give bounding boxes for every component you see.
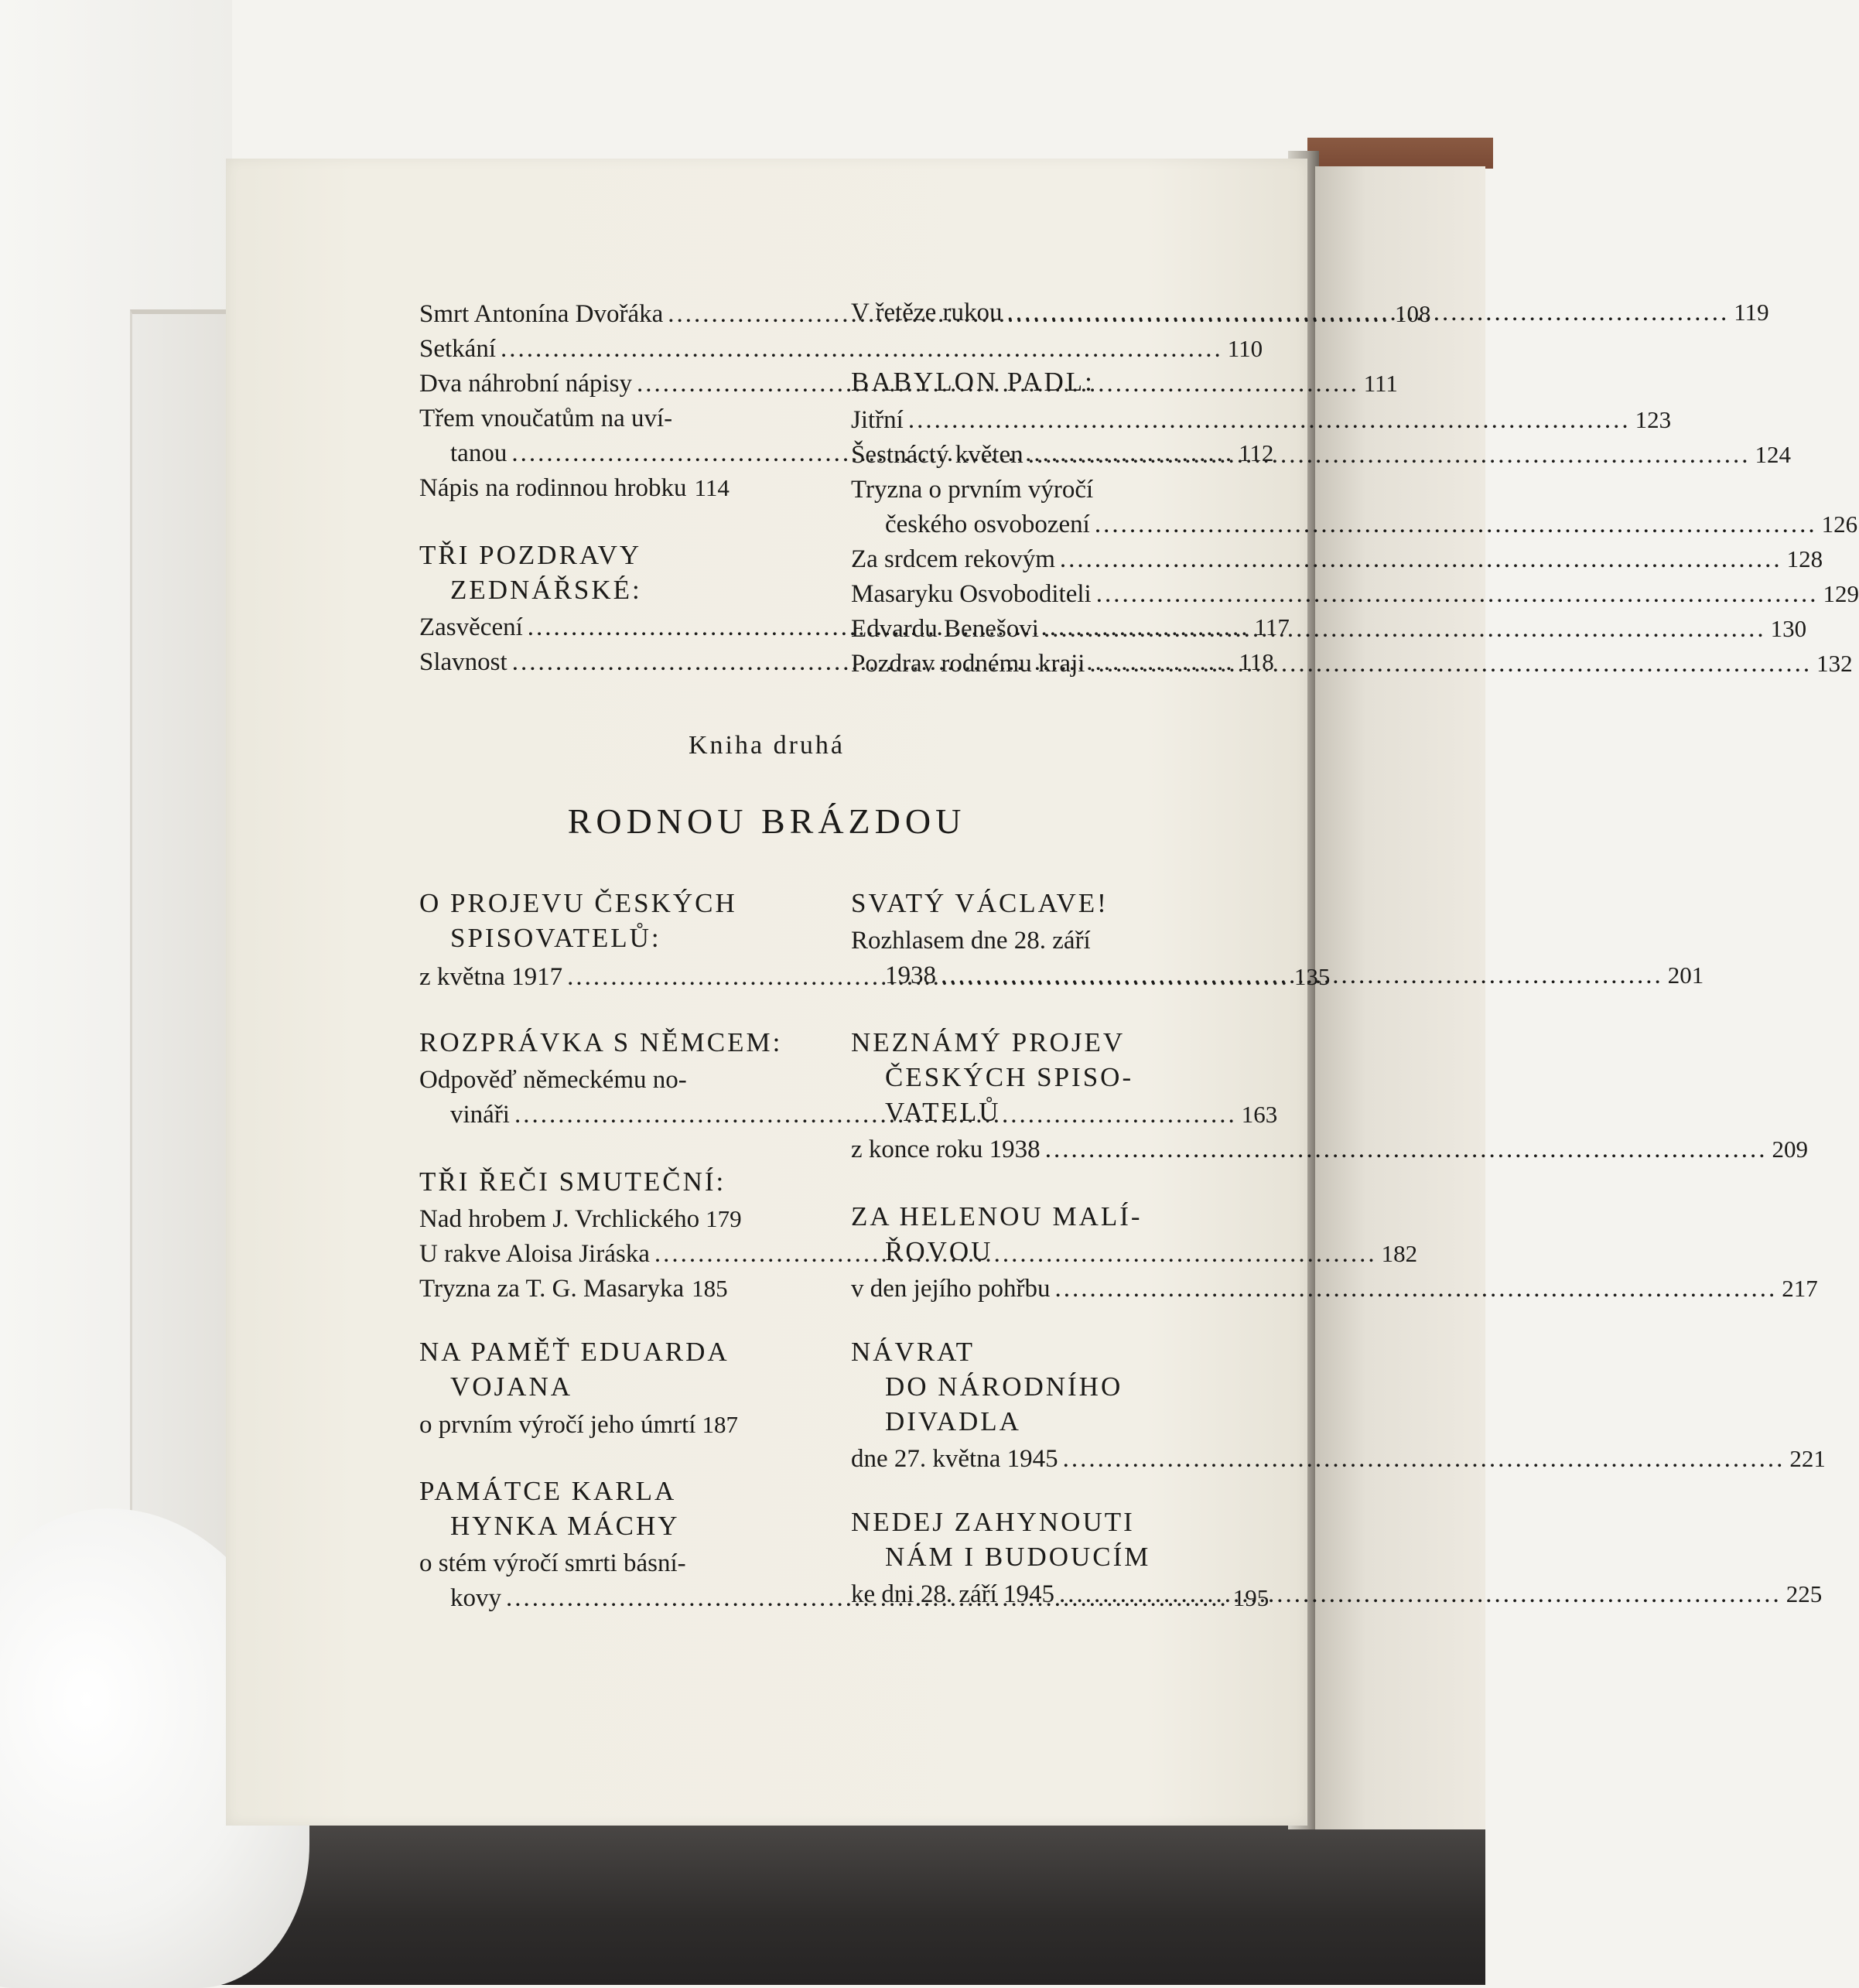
toc-entry-line: Třem vnoučatům na uví-	[419, 405, 673, 432]
book-label: Kniha druhá	[688, 731, 845, 760]
toc-entry: Nad hrobem J. Vrchlického 179	[419, 1205, 742, 1233]
toc-entry-line: Odpověď německému no-	[419, 1066, 687, 1094]
toc-entry-line: Tryzna o prvním výročí	[851, 476, 1094, 504]
toc-entry: českého osvobození ..... 126	[885, 507, 1261, 542]
section-heading: ŘOVOU	[885, 1236, 993, 1266]
toc-entry: kovy ..... 195	[450, 1580, 806, 1616]
section-heading: PAMÁTCE KARLA	[419, 1476, 677, 1506]
toc-entry: Nápis na rodinnou hrobku 114	[419, 474, 730, 502]
section-heading: ČESKÝCH SPISO-	[885, 1062, 1134, 1092]
section-heading: BABYLON PADL:	[851, 367, 1095, 397]
section-heading: O PROJEVU ČESKÝCH	[419, 888, 737, 918]
toc-entry: Masaryku Osvoboditeli ..... 129	[851, 576, 1261, 612]
toc-entry: Šestnáctý květen ..... 124	[851, 437, 1261, 473]
toc-entry-line: o stém výročí smrti básní-	[419, 1549, 686, 1577]
section-heading: NEZNÁMÝ PROJEV	[851, 1027, 1126, 1057]
toc-entry-line: Rozhlasem dne 28. září	[851, 927, 1091, 955]
toc-entry: vináři ..... 163	[450, 1097, 806, 1132]
toc-entry: U rakve Aloisa Jiráska ..... 182	[419, 1236, 806, 1272]
toc-entry: o prvním výročí jeho úmrtí 187	[419, 1411, 738, 1439]
toc-entry: V řetěze rukou ..... 119	[851, 295, 1261, 330]
section-heading: HYNKA MÁCHY	[450, 1511, 680, 1541]
section-heading: TŘI POZDRAVY	[419, 540, 642, 570]
toc-entry: Dva náhrobní nápisy ..... 111	[419, 366, 806, 401]
toc-entry: Edvardu Benešovi ..... 130	[851, 611, 1261, 647]
section-heading: TŘI ŘEČI SMUTEČNÍ:	[419, 1166, 726, 1197]
toc-entry: v den jejího pohřbu ..... 217	[851, 1271, 1261, 1307]
toc-entry: Slavnost ..... 118	[419, 644, 806, 680]
section-heading: ZEDNÁŘSKÉ:	[450, 575, 642, 605]
toc-entry: Setkání ..... 110	[419, 331, 806, 367]
toc-entry: ke dni 28. září 1945 ..... 225	[851, 1576, 1261, 1612]
toc-entry: Za srdcem rekovým ..... 128	[851, 541, 1261, 577]
book-title: RODNOU BRÁZDOU	[567, 801, 966, 841]
toc-entry: tanou ..... 112	[450, 436, 806, 471]
toc-entry: dne 27. května 1945 ..... 221	[851, 1441, 1261, 1477]
section-heading: DO NÁRODNÍHO	[885, 1371, 1123, 1402]
section-heading: NÁVRAT	[851, 1337, 975, 1367]
section-heading: SVATÝ VÁCLAVE!	[851, 888, 1109, 918]
toc-entry: 1938 ..... 201	[885, 958, 1261, 993]
toc-entry: Jitřní ..... 123	[851, 402, 1261, 438]
toc-entry: Zasvěcení ..... 117	[419, 610, 806, 645]
section-heading: VOJANA	[450, 1371, 572, 1402]
toc-entry: Smrt Antonína Dvořáka ..... 108	[419, 296, 806, 332]
section-heading: VATELŮ	[885, 1097, 1001, 1127]
toc-entry: Tryzna za T. G. Masaryka 185	[419, 1275, 728, 1303]
section-heading: ROZPRÁVKA S NĚMCEM:	[419, 1027, 783, 1057]
section-heading: NA PAMĚŤ EDUARDA	[419, 1337, 730, 1367]
section-heading: ZA HELENOU MALÍ-	[851, 1201, 1143, 1231]
contents-page	[226, 159, 1859, 1826]
toc-entry: Pozdrav rodnému kraji ..... 132	[851, 646, 1261, 681]
toc-entry: z konce roku 1938 ..... 209	[851, 1132, 1261, 1167]
section-heading: NEDEJ ZAHYNOUTI	[851, 1507, 1135, 1537]
section-heading: NÁM I BUDOUCÍM	[885, 1542, 1151, 1572]
book-bottom-edge	[130, 1822, 1485, 1985]
book-cover-edge	[1307, 138, 1493, 169]
section-heading: SPISOVATELŮ:	[450, 923, 661, 953]
toc-entry: z května 1917 ..... 135	[419, 959, 806, 995]
section-heading: DIVADLA	[885, 1406, 1021, 1436]
